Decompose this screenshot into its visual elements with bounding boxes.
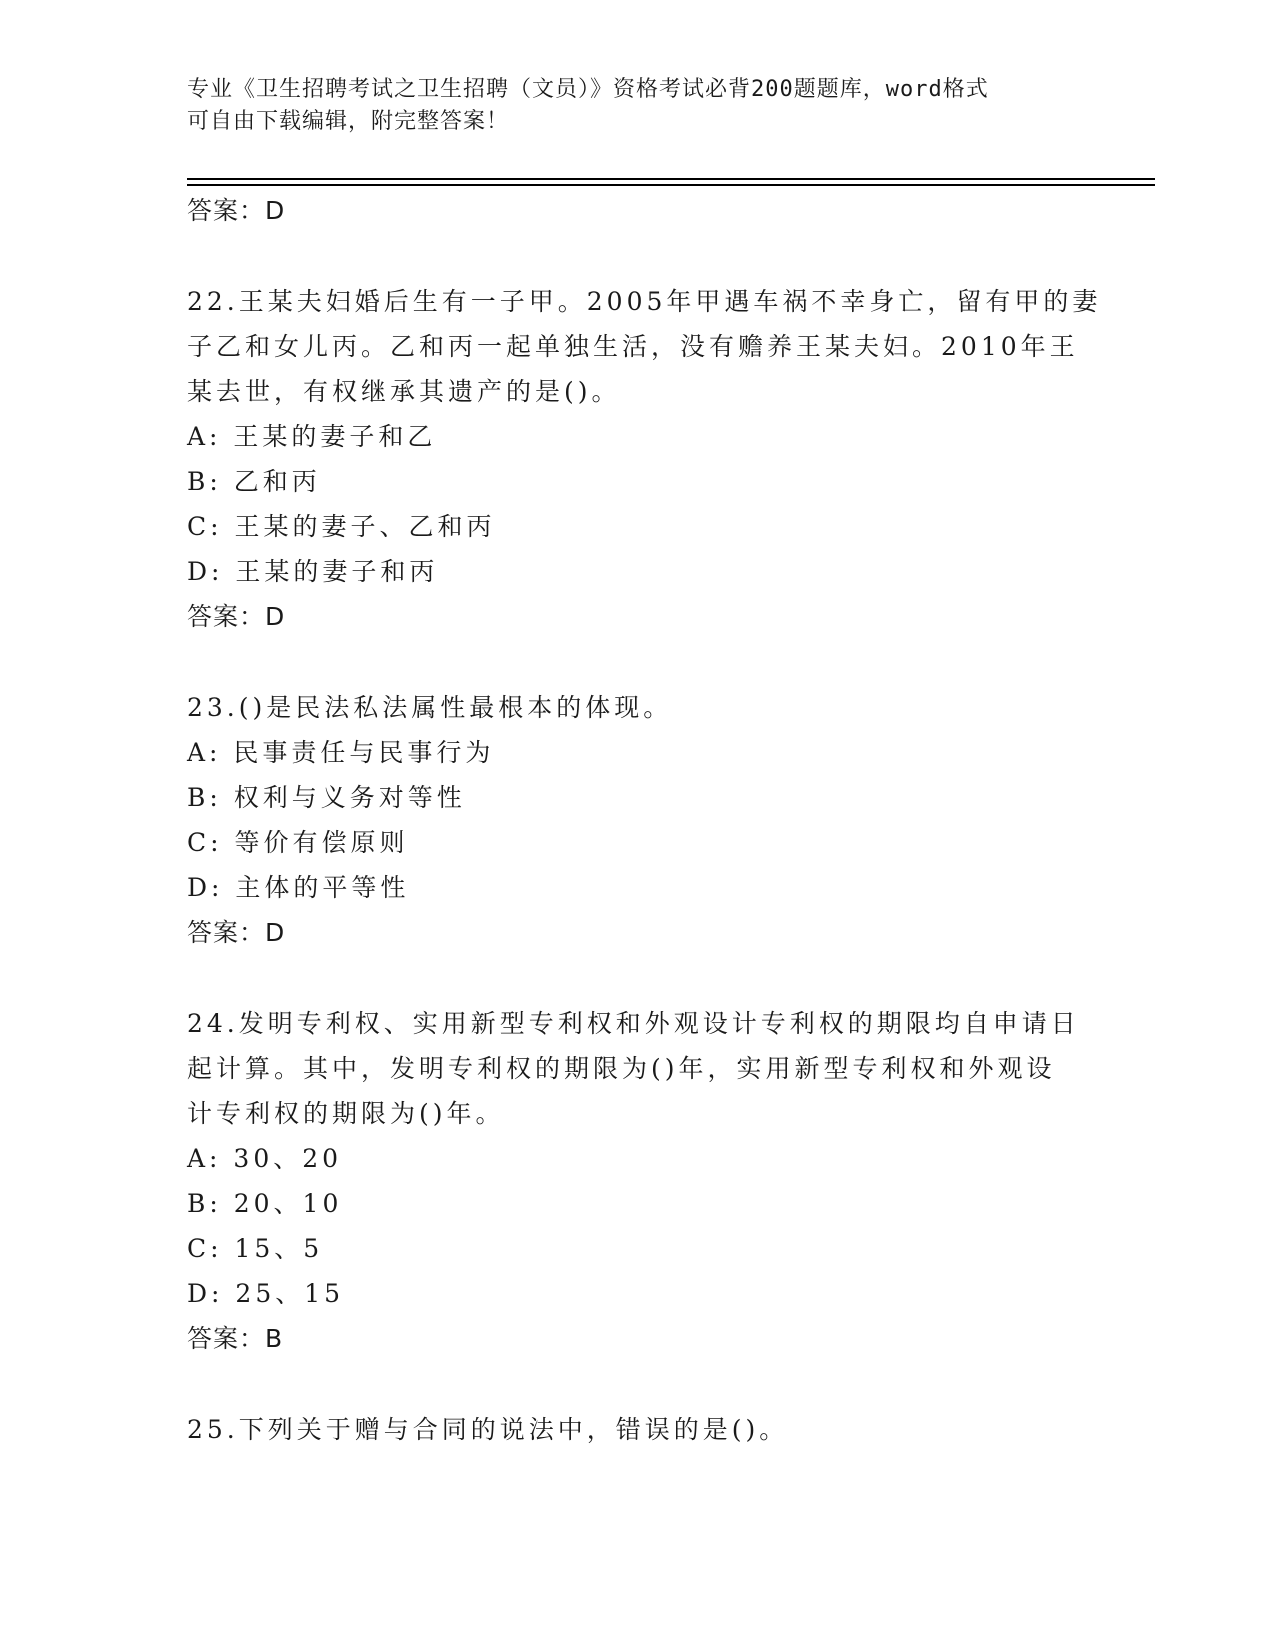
- header-line-1: 专业《卫生招聘考试之卫生招聘（文员）》资格考试必背200题题库，word格式: [187, 77, 989, 102]
- answer-q22: 答案：D: [187, 602, 286, 631]
- question-stem-line: 起计算。其中，发明专利权的期限为()年，实用新型专利权和外观设: [187, 1054, 1056, 1083]
- question-24: [187, 1001, 1087, 1361]
- question-stem-line: 24.发明专利权、实用新型专利权和外观设计专利权的期限均自申请日: [187, 1009, 1080, 1038]
- option-a: A: 30、20: [187, 1144, 343, 1173]
- header-line-2: 可自由下载编辑，附完整答案！: [187, 109, 510, 134]
- question-stem-line: 25.下列关于赠与合同的说法中，错误的是()。: [187, 1415, 789, 1444]
- option-b: B: 20、10: [187, 1189, 343, 1218]
- option-c: C: 王某的妻子、乙和丙: [187, 512, 496, 541]
- question-23: [187, 685, 1087, 955]
- spacer: [187, 639, 1087, 685]
- question-stem-line: 22.王某夫妇婚后生有一子甲。2005年甲遇车祸不幸身亡，留有甲的妻: [187, 287, 1102, 316]
- question-stem-line: 计专利权的期限为()年。: [187, 1099, 505, 1128]
- question-stem-line: 23.()是民法私法属性最根本的体现。: [187, 693, 673, 722]
- header-divider-bottom: [187, 184, 1155, 186]
- option-a: A: 民事责任与民事行为: [187, 738, 495, 767]
- option-a: A: 王某的妻子和乙: [187, 422, 437, 451]
- answer-q24: 答案：B: [187, 1324, 284, 1353]
- question-stem-line: 子乙和女儿丙。乙和丙一起单独生活，没有赡养王某夫妇。2010年王: [187, 332, 1079, 361]
- spacer: [187, 1361, 1087, 1407]
- option-c: C: 15、5: [187, 1234, 324, 1263]
- document-header: [187, 74, 1087, 138]
- answer-q23: 答案：D: [187, 918, 286, 947]
- option-c: C: 等价有偿原则: [187, 828, 409, 857]
- answer-q21: 答案：D: [187, 196, 286, 225]
- option-d: D: 25、15: [187, 1279, 345, 1308]
- option-b: B: 乙和丙: [187, 467, 321, 496]
- option-d: D: 王某的妻子和丙: [187, 557, 439, 586]
- spacer: [187, 955, 1087, 1001]
- spacer: [187, 233, 1087, 279]
- option-d: D: 主体的平等性: [187, 873, 410, 902]
- header-divider-top: [187, 178, 1155, 180]
- option-b: B: 权利与义务对等性: [187, 783, 466, 812]
- question-22: [187, 279, 1102, 639]
- question-stem-line: 某去世，有权继承其遗产的是()。: [187, 377, 621, 406]
- question-25: [187, 1407, 1087, 1452]
- document-body: [187, 188, 1102, 1452]
